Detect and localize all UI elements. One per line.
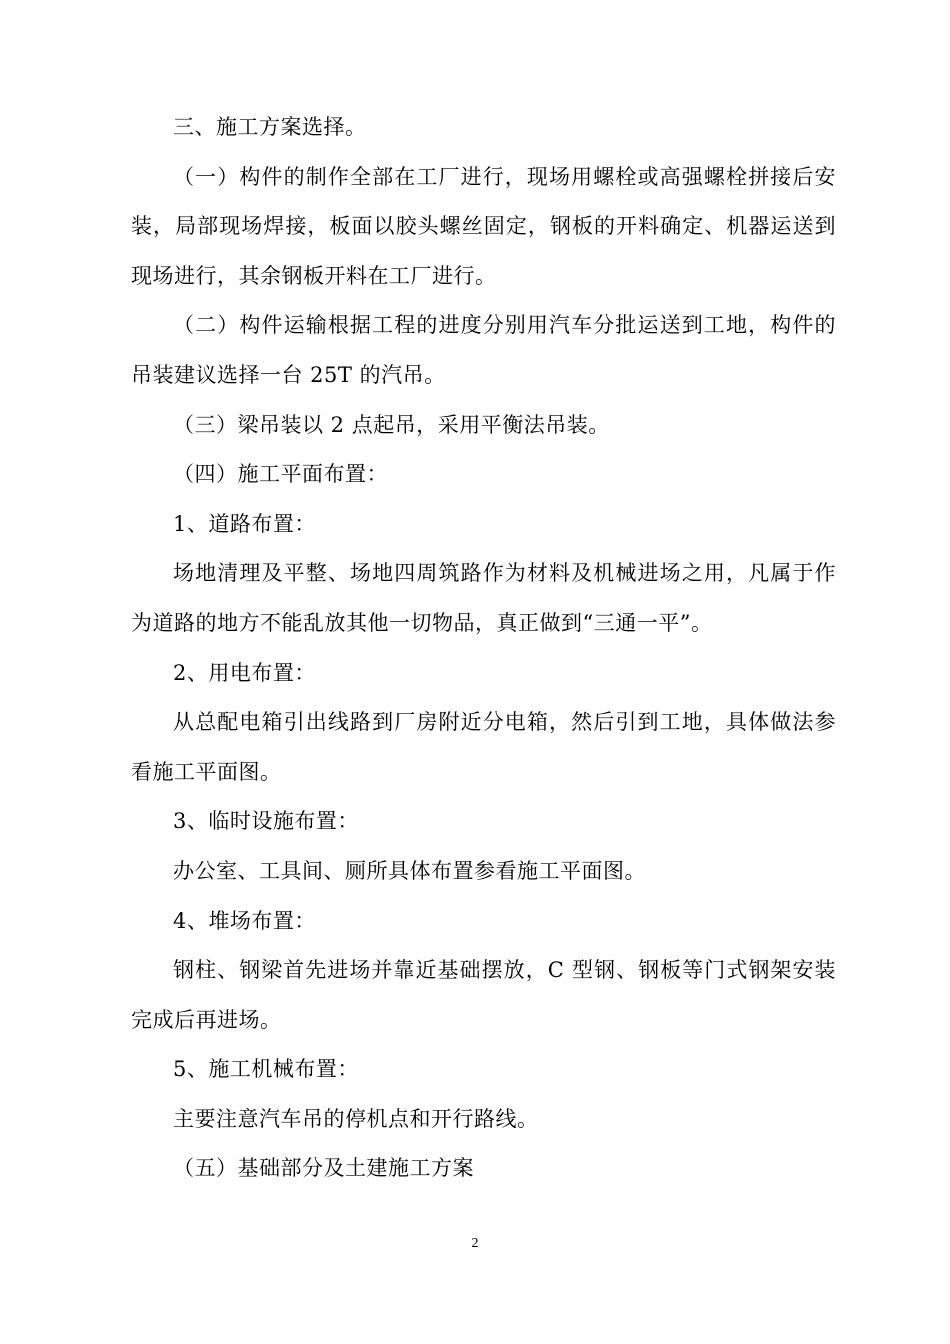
subheading-power-layout: 2、用电布置： — [173, 660, 316, 685]
paragraph-beam-hoisting: （三）梁吊装以 2 点起吊，采用平衡法吊装。 — [173, 412, 610, 437]
document-body — [131, 103, 836, 1194]
subheading-storage-yard: 4、堆场布置： — [173, 908, 316, 933]
paragraph-machinery-layout: 主要注意汽车吊的停机点和开行路线。 — [173, 1106, 539, 1131]
paragraph-power-layout: 从总配电箱引出线路到厂房附近分电箱，然后引到工地，具体做法参看施工平面图。 — [131, 710, 836, 784]
paragraph-temporary-facilities: 办公室、工具间、厕所具体布置参看施工平面图。 — [173, 858, 646, 883]
paragraph-component-transport: （二）构件运输根据工程的进度分别用汽车分批运送到工地，构件的吊装建议选择一台 25T 的汽吊。 — [131, 313, 836, 387]
page-number: 2 — [471, 1236, 479, 1251]
subheading-machinery-layout: 5、施工机械布置： — [173, 1057, 359, 1082]
paragraph-road-layout: 场地清理及平整、场地四周筑路作为材料及机械进场之用，凡属于作为道路的地方不能乱放其他一切物品，真正做到“三通一平”。 — [131, 561, 836, 635]
subheading-foundation-civil: （五）基础部分及土建施工方案 — [173, 1156, 474, 1181]
subheading-site-layout: （四）施工平面布置： — [173, 462, 388, 487]
subheading-road-layout: 1、道路布置： — [173, 511, 316, 536]
subheading-temporary-facilities: 3、临时设施布置： — [173, 809, 359, 834]
paragraph-component-fabrication: （一）构件的制作全部在工厂进行，现场用螺栓或高强螺栓拼接后安装，局部现场焊接，板面以胶头螺丝固定，钢板的开料确定、机器运送到现场进行，其余钢板开料在工厂进行。 — [131, 164, 836, 288]
paragraph-storage-yard: 钢柱、钢梁首先进场并靠近基础摆放，C 型钢、钢板等门式钢架安装完成后再进场。 — [131, 958, 836, 1032]
section-heading-construction-plan: 三、施工方案选择。 — [173, 115, 367, 139]
